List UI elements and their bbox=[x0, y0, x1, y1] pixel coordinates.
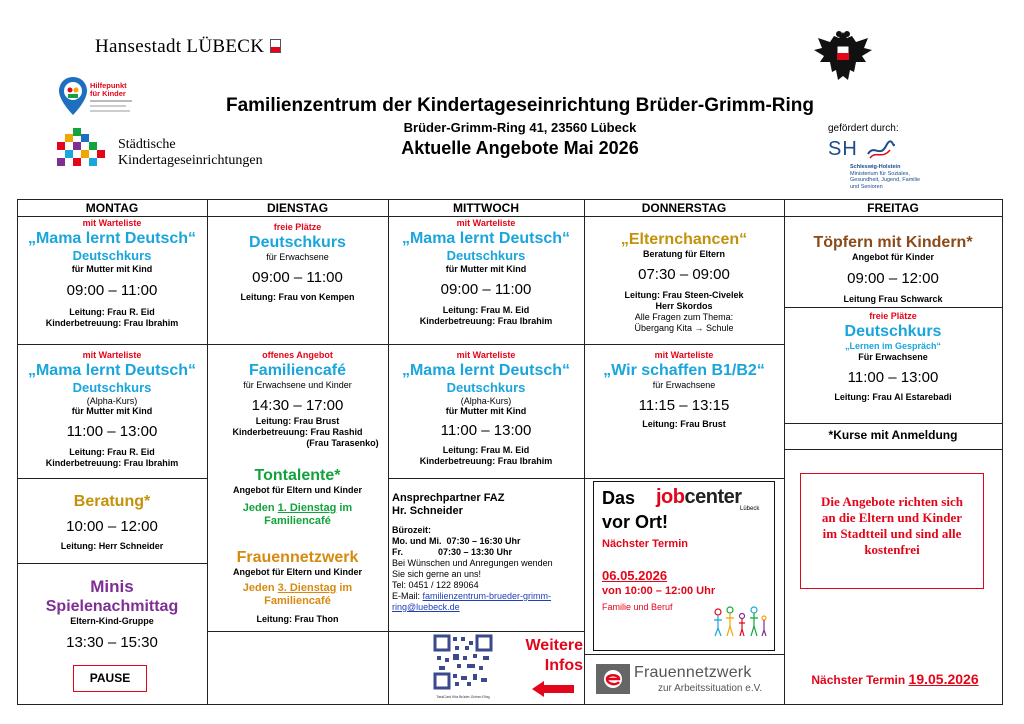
day-header-wednesday: MITTWOCH bbox=[453, 201, 519, 215]
course-title: „Mama lernt Deutsch“ bbox=[401, 230, 571, 247]
next-time: von 10:00 – 12:00 Uhr bbox=[602, 585, 716, 597]
page-subtitle: Aktuelle Angebote Mai 2026 bbox=[401, 138, 639, 158]
frauennetzwerk-logo bbox=[596, 660, 786, 698]
course-audience: Angebot für Eltern und Kinder bbox=[233, 567, 362, 577]
course-lead: Leitung: Frau M. Eid bbox=[442, 305, 530, 315]
course-audience: für Mutter mit Kind bbox=[71, 406, 153, 416]
course-time: 13:30 – 15:30 bbox=[66, 634, 158, 651]
friday-toepfern bbox=[784, 233, 1002, 305]
course-audience: für Erwachsene bbox=[652, 380, 716, 390]
course-audience: für Mutter mit Kind bbox=[71, 264, 153, 274]
course-title: Töpfern mit Kindern* bbox=[813, 234, 973, 251]
tuesday-course-a bbox=[207, 222, 388, 303]
course-lead: Leitung: Frau Brust bbox=[255, 416, 340, 426]
course-lead: Leitung: Frau R. Eid bbox=[69, 447, 155, 457]
course-lead: Leitung: Frau von Kempen bbox=[240, 292, 355, 302]
day-header-friday: FREITAG bbox=[867, 201, 919, 215]
hilfepunkt-logo bbox=[58, 76, 138, 120]
status-badge: freie Plätze bbox=[273, 222, 322, 232]
contact-phone: Tel: 0451 / 122 89064 bbox=[392, 580, 479, 590]
jobcenter-logo: jobcenter bbox=[656, 486, 742, 508]
fn-next-date: Nächster Termin 19.05.2026 bbox=[811, 671, 979, 687]
course-subtitle: Deutschkurs bbox=[72, 248, 152, 263]
course-title: Deutschkurs bbox=[844, 323, 942, 340]
course-time: 09:00 – 12:00 bbox=[847, 270, 939, 287]
course-childcare-alt: (Frau Tarasenko) bbox=[306, 438, 379, 448]
course-title: Deutschkurs bbox=[249, 234, 346, 251]
next-date-label: Nächster Termin bbox=[602, 538, 688, 550]
course-audience: für Erwachsene und Kinder bbox=[243, 380, 352, 390]
course-topic-2: Übergang Kita → Schule bbox=[634, 323, 734, 333]
registration-note: *Kurse mit Anmeldung bbox=[828, 428, 958, 442]
jobcenter-city: Lübeck bbox=[740, 506, 760, 512]
course-time: 09:00 – 11:00 bbox=[252, 269, 343, 286]
status-badge: mit Warteliste bbox=[456, 350, 516, 360]
course-childcare: Kinderbetreuung: Frau Ibrahim bbox=[419, 316, 553, 326]
course-title: Tontalente* bbox=[254, 467, 341, 484]
course-title: Beratung* bbox=[73, 493, 151, 510]
page-title: Familienzentrum der Kindertageseinrichtung Brüder-Grimm-Ring bbox=[225, 95, 815, 116]
course-title: Familiencafé bbox=[249, 362, 346, 379]
course-audience: für Mutter mit Kind bbox=[445, 406, 527, 416]
course-subtitle: Deutschkurs bbox=[446, 380, 526, 395]
monday-course-a bbox=[17, 218, 207, 329]
map-pin-icon bbox=[58, 76, 88, 116]
course-subtitle: „Lernen im Gespräch“ bbox=[844, 341, 942, 351]
status-badge: freie Plätze bbox=[869, 311, 917, 321]
friday-deutschkurs bbox=[784, 311, 1002, 403]
job-topic: Familie und Beruf bbox=[602, 602, 673, 612]
kita-label: Städtische Kindertageseinrichtungen bbox=[118, 137, 263, 168]
course-lead-2: Herr Skordos bbox=[655, 301, 713, 311]
contact-info bbox=[392, 492, 582, 613]
course-lead: Leitung: Frau Thon bbox=[256, 614, 339, 624]
frauennetzwerk-icon bbox=[596, 664, 630, 694]
course-time: 09:00 – 11:00 bbox=[440, 281, 532, 298]
monday-course-b bbox=[17, 350, 207, 469]
course-title: „Elternchancen“ bbox=[620, 231, 748, 248]
course-lead: Leitung: Frau M. Eid bbox=[442, 445, 530, 455]
kita-mosaic-icon bbox=[57, 128, 105, 168]
course-lead: Leitung Frau Schwarck bbox=[843, 294, 943, 304]
arrow-left-icon bbox=[532, 681, 574, 697]
next-date: 06.05.2026 bbox=[602, 568, 668, 583]
course-audience: Angebot für Eltern und Kinder bbox=[233, 485, 362, 495]
course-lead: Leitung: Herr Schneider bbox=[60, 541, 164, 551]
day-header-monday: MONTAG bbox=[85, 201, 139, 215]
thursday-course-b bbox=[584, 350, 784, 430]
jobcenter-das: Das bbox=[602, 488, 636, 508]
course-note: (Alpha-Kurs) bbox=[86, 396, 138, 406]
course-title: „Mama lernt Deutsch“ bbox=[27, 230, 197, 247]
contact-heading: Ansprechpartner FAZ bbox=[392, 492, 505, 504]
course-lead: Leitung: Frau Steen-Civelek bbox=[624, 290, 744, 300]
jobcenter-box bbox=[593, 481, 775, 651]
course-childcare: Kinderbetreuung: Frau Rashid bbox=[232, 427, 363, 437]
frauennetzwerk-name: Frauennetzwerk bbox=[634, 664, 752, 681]
office-hours-label: Bürozeit: bbox=[392, 525, 431, 535]
course-lead: Leitung: Frau Al Estarebadi bbox=[834, 392, 952, 402]
sh-ministry: Schleswig-Holstein Ministerium für Soziales, Gesundheit, Jugend, Familie und Senioren bbox=[850, 164, 921, 190]
office-hours-2: Fr. 07:30 – 13:30 Uhr bbox=[392, 547, 513, 557]
course-childcare: Kinderbetreuung: Frau Ibrahim bbox=[419, 456, 553, 466]
course-time: 11:00 – 13:00 bbox=[847, 369, 939, 386]
course-time: 09:00 – 11:00 bbox=[66, 282, 158, 299]
sh-logo: SH bbox=[828, 138, 858, 160]
course-title: „Mama lernt Deutsch“ bbox=[27, 362, 197, 379]
course-audience: Eltern-Kind-Gruppe bbox=[70, 616, 154, 626]
contact-text-2: Sie sich gerne an uns! bbox=[392, 569, 482, 579]
pause-badge: PAUSE bbox=[73, 665, 147, 692]
qr-caption: TaskCard Kita Brüder-Grimm-Ring bbox=[436, 695, 490, 699]
course-subtitle: Deutschkurs bbox=[72, 380, 152, 395]
course-where: Familiencafé bbox=[264, 515, 331, 527]
course-time: 11:00 – 13:00 bbox=[66, 423, 158, 440]
course-childcare: Kinderbetreuung: Frau Ibrahim bbox=[45, 458, 179, 468]
course-topic: Alle Fragen zum Thema: bbox=[634, 312, 734, 322]
course-title: Frauennetzwerk bbox=[236, 549, 359, 566]
course-title: „Wir schaffen B1/B2“ bbox=[603, 362, 765, 379]
city-logo: Hansestadt LÜBECK bbox=[95, 36, 281, 58]
status-badge: mit Warteliste bbox=[82, 350, 142, 360]
course-when: Jeden 3. Dienstag im bbox=[242, 582, 353, 594]
status-badge: offenes Angebot bbox=[262, 350, 333, 360]
qr-code-icon bbox=[433, 634, 493, 690]
course-subtitle: Deutschkurs bbox=[446, 248, 526, 263]
monday-minis bbox=[17, 576, 207, 653]
tuesday-familiencafe bbox=[207, 350, 388, 449]
course-time: 07:30 – 09:00 bbox=[638, 266, 730, 283]
email-link-cont[interactable]: ring@luebeck.de bbox=[392, 602, 460, 612]
city-emblem-icon bbox=[270, 39, 281, 53]
course-audience: für Mutter mit Kind bbox=[445, 264, 527, 274]
tuesday-tontalente bbox=[207, 466, 388, 528]
course-audience: für Erwachsene bbox=[266, 252, 329, 262]
course-audience: Beratung für Eltern bbox=[642, 249, 725, 259]
hilfepunkt-label: Hilfepunkt für Kinder bbox=[90, 81, 127, 98]
course-where: Familiencafé bbox=[264, 595, 331, 607]
course-time: 14:30 – 17:00 bbox=[251, 397, 344, 414]
funded-by-label: gefördert durch: bbox=[828, 123, 899, 134]
course-lead: Leitung: Frau Brust bbox=[642, 419, 726, 429]
tuesday-frauennetzwerk bbox=[207, 548, 388, 625]
course-title: „Mama lernt Deutsch“ bbox=[401, 362, 571, 379]
sh-wave-icon bbox=[866, 140, 896, 160]
course-childcare: Kinderbetreuung: Frau Ibrahim bbox=[45, 318, 179, 328]
course-time: 10:00 – 12:00 bbox=[66, 518, 158, 535]
frauennetzwerk-sub: zur Arbeitssituation e.V. bbox=[658, 683, 763, 694]
course-audience: Angebot für Kinder bbox=[852, 252, 934, 262]
family-drawing-icon bbox=[712, 604, 768, 640]
course-time: 11:15 – 13:15 bbox=[638, 397, 730, 414]
email-link[interactable]: familienzentrum-brueder-grimm- bbox=[422, 591, 552, 601]
wednesday-course-b bbox=[388, 350, 584, 467]
course-note: (Alpha-Kurs) bbox=[460, 396, 512, 406]
contact-text: Bei Wünschen und Anregungen wenden bbox=[392, 558, 553, 568]
wednesday-course-a bbox=[388, 218, 584, 327]
status-badge: mit Warteliste bbox=[82, 218, 142, 228]
course-time: 11:00 – 13:00 bbox=[440, 422, 532, 439]
jobcenter-vor-ort: vor Ort! bbox=[602, 512, 669, 532]
course-when: Jeden 1. Dienstag im bbox=[242, 502, 353, 514]
day-header-tuesday: DIENSTAG bbox=[266, 201, 329, 215]
free-offers-box: Die Angebote richten sich an die Eltern und Kinder im Stadtteil und sind alle kostenfrei bbox=[800, 473, 984, 589]
contact-name: Hr. Schneider bbox=[392, 505, 463, 517]
course-title: Minis bbox=[90, 577, 134, 596]
course-audience: Für Erwachsene bbox=[858, 352, 928, 362]
status-badge: mit Warteliste bbox=[654, 350, 714, 360]
course-lead: Leitung: Frau R. Eid bbox=[69, 307, 155, 317]
office-hours-1: Mo. und Mi. 07:30 – 16:30 Uhr bbox=[392, 536, 521, 546]
course-subtitle: Spielenachmittag bbox=[45, 598, 179, 615]
qr-code[interactable] bbox=[433, 634, 493, 699]
more-info-label: Weitere Infos bbox=[525, 637, 583, 674]
eagle-crest-icon bbox=[812, 26, 874, 84]
address: Brüder-Grimm-Ring 41, 23560 Lübeck bbox=[403, 120, 637, 135]
monday-consulting bbox=[17, 492, 207, 552]
day-header-thursday: DONNERSTAG bbox=[641, 201, 727, 215]
contact-email: E-Mail: familienzentrum-brueder-grimm- bbox=[392, 591, 552, 601]
status-badge: mit Warteliste bbox=[456, 218, 516, 228]
thursday-elternchancen bbox=[584, 230, 784, 334]
